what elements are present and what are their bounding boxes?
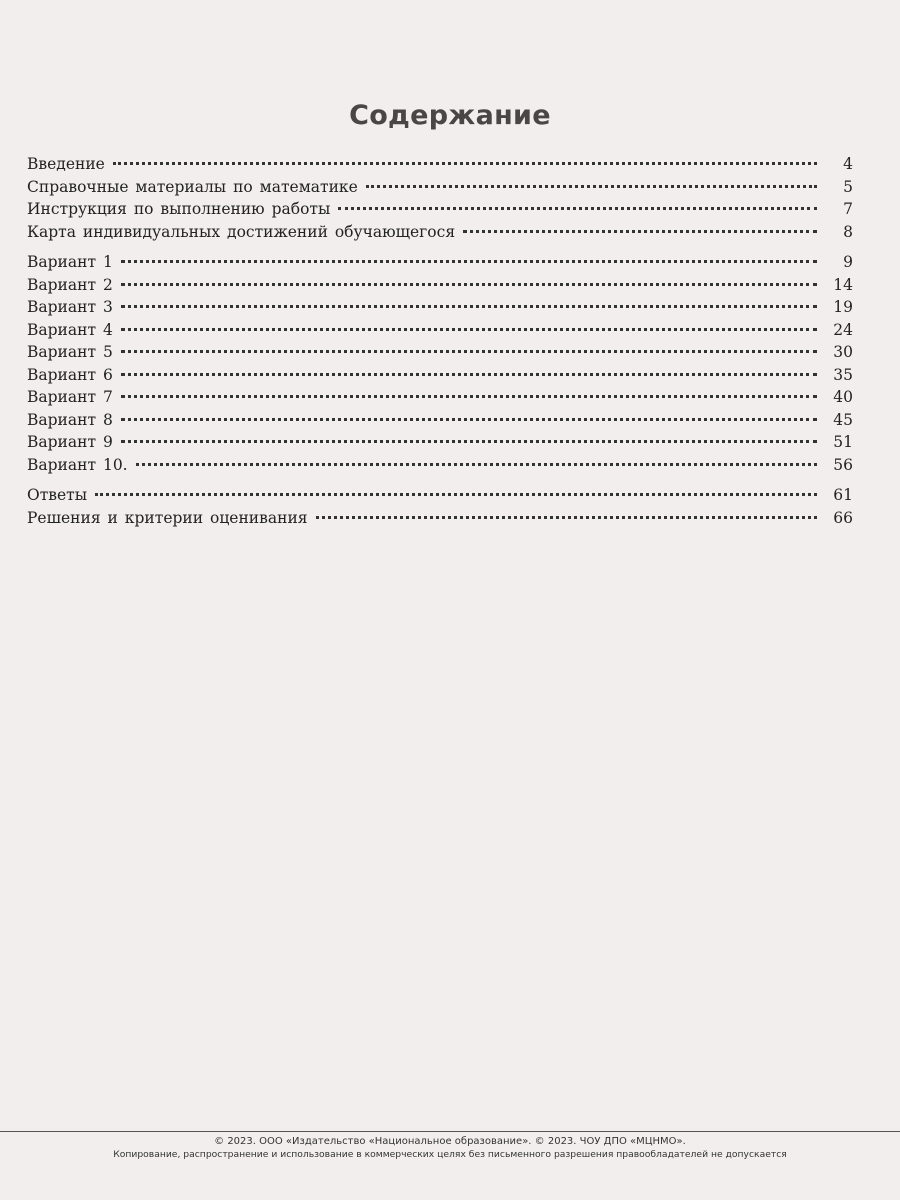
toc-entry-label: Вариант 8 xyxy=(27,410,113,429)
toc-entry-label: Карта индивидуальных достижений обучающегося xyxy=(27,222,456,241)
toc-entry xyxy=(27,433,853,456)
toc-entry-label: Инструкция по выполнению работы xyxy=(27,200,331,218)
toc-entry-label: Вариант 4 xyxy=(27,320,113,339)
toc-entry xyxy=(27,321,853,344)
toc-leader-dots xyxy=(95,493,817,496)
toc-entry xyxy=(27,486,853,509)
toc-entry-label: Справочные материалы по математике xyxy=(27,177,358,196)
toc-entry-label: Вариант 6 xyxy=(27,365,113,384)
toc-leader-dots xyxy=(121,260,817,263)
toc-leader-dots xyxy=(463,230,817,233)
toc-entry-page: 8 xyxy=(843,222,853,241)
toc-entry-page: 30 xyxy=(833,343,853,361)
toc-entry-label: Вариант 1 xyxy=(27,253,113,271)
toc-entry-label: Ответы xyxy=(27,486,88,504)
page-title: Содержание xyxy=(349,100,551,131)
copyright-notice: Копирование, распространение и использование в коммерческих целях без письменного разрешения правообладателей не допускается xyxy=(113,1149,787,1160)
toc-entry-page: 5 xyxy=(843,177,853,196)
toc-entry-page: 4 xyxy=(843,155,853,173)
toc-entry-page: 40 xyxy=(833,388,853,406)
page-footer xyxy=(0,1131,900,1160)
toc-entry xyxy=(27,178,853,201)
toc-leader-dots xyxy=(121,305,817,308)
toc-entry xyxy=(27,276,853,299)
table-of-contents xyxy=(27,155,853,539)
toc-entry-page: 56 xyxy=(833,455,853,474)
toc-entry xyxy=(27,456,853,479)
toc-group-variants xyxy=(27,253,853,478)
toc-leader-dots xyxy=(113,162,817,165)
toc-entry-page: 51 xyxy=(833,433,853,451)
toc-leader-dots xyxy=(338,207,817,210)
toc-entry-page: 14 xyxy=(833,275,853,294)
toc-leader-dots xyxy=(121,395,817,398)
toc-leader-dots xyxy=(121,418,817,421)
toc-entry-page: 61 xyxy=(833,486,853,504)
toc-entry-page: 35 xyxy=(833,365,853,384)
toc-entry xyxy=(27,223,853,246)
toc-entry xyxy=(27,253,853,276)
toc-entry xyxy=(27,509,853,532)
toc-leader-dots xyxy=(121,440,817,443)
toc-entry xyxy=(27,388,853,411)
toc-group-intro xyxy=(27,155,853,245)
toc-leader-dots xyxy=(366,185,817,188)
toc-entry-label: Введение xyxy=(27,155,105,173)
toc-entry-page: 19 xyxy=(833,298,853,316)
toc-leader-dots xyxy=(121,350,817,353)
copyright-line: © 2023. ООО «Издательство «Национальное образование». © 2023. ЧОУ ДПО «МЦНМО». xyxy=(214,1136,686,1147)
toc-leader-dots xyxy=(121,373,817,376)
toc-entry-page: 24 xyxy=(833,320,853,339)
toc-group-answers xyxy=(27,486,853,531)
toc-entry xyxy=(27,366,853,389)
toc-entry-page: 7 xyxy=(843,200,853,218)
toc-entry-page: 45 xyxy=(833,410,853,429)
toc-entry-label: Вариант 10. xyxy=(27,455,128,474)
toc-entry xyxy=(27,411,853,434)
toc-entry-label: Вариант 7 xyxy=(27,388,113,406)
toc-entry-page: 66 xyxy=(833,508,853,527)
toc-leader-dots xyxy=(316,516,817,519)
toc-entry xyxy=(27,298,853,321)
toc-leader-dots xyxy=(121,328,817,331)
toc-entry xyxy=(27,200,853,223)
toc-leader-dots xyxy=(121,283,817,286)
toc-entry-page: 9 xyxy=(843,253,853,271)
toc-entry-label: Вариант 9 xyxy=(27,433,113,451)
toc-entry-label: Вариант 3 xyxy=(27,298,113,316)
toc-entry xyxy=(27,155,853,178)
toc-entry-label: Решения и критерии оценивания xyxy=(27,508,308,527)
toc-entry-label: Вариант 5 xyxy=(27,343,113,361)
toc-entry-label: Вариант 2 xyxy=(27,275,113,294)
toc-entry xyxy=(27,343,853,366)
toc-leader-dots xyxy=(136,463,817,466)
